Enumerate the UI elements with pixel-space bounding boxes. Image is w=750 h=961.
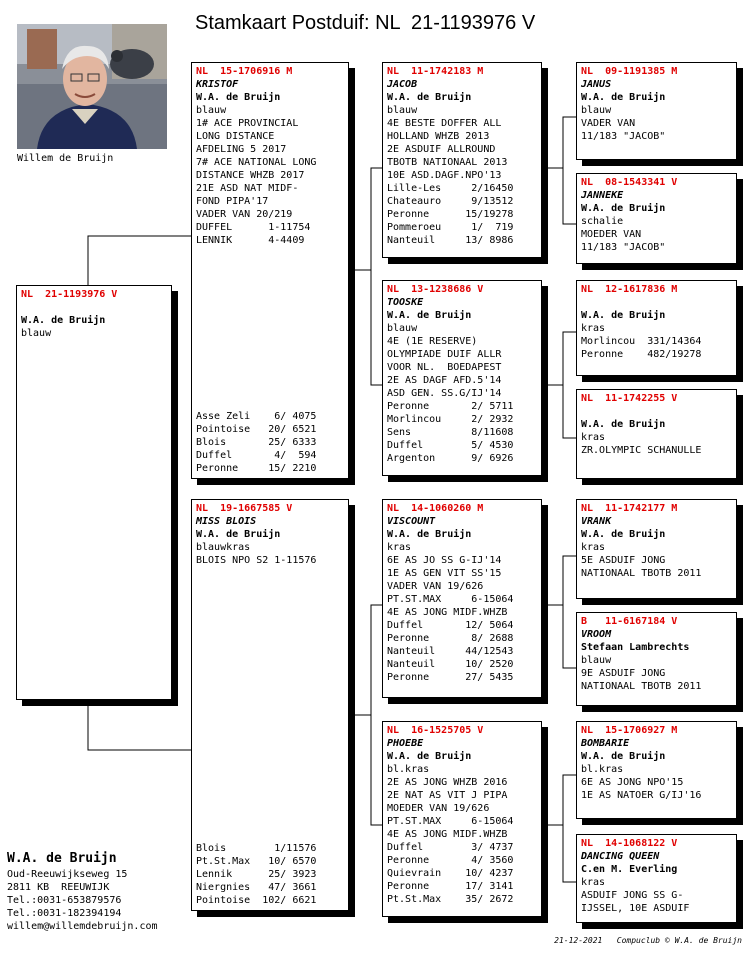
pedigree-line: MOEDER VAN: [581, 229, 642, 240]
info-lines: [196, 554, 344, 567]
owner-contact-block: [7, 850, 158, 933]
ancestor-fff-card: [576, 62, 737, 160]
pedigree-line: Peronne 8/ 2688: [387, 633, 514, 644]
pedigree-line: NATIONAAL TBOTB 2011: [581, 681, 702, 692]
pedigree-line: Pointoise 102/ 6621: [196, 895, 317, 906]
pedigree-line: 4E (1E RESERVE): [387, 336, 478, 347]
pedigree-line: Duffel 12/ 5064: [387, 620, 514, 631]
ring-number: NL 13-1238686 V: [387, 284, 484, 295]
ring-number: NL 11-1742255 V: [581, 393, 678, 404]
pedigree-line: Pommeroeu 1/ 719: [387, 222, 514, 233]
pedigree-line: Duffel 3/ 4737: [387, 842, 514, 853]
owner-name: W.A. de Bruijn: [387, 529, 472, 540]
owner-name: Stefaan Lambrechts: [581, 642, 690, 653]
pedigree-line: 2E ASDUIF ALLROUND: [387, 144, 496, 155]
mother-card: [191, 499, 349, 911]
owner-name: W.A. de Bruijn: [581, 310, 666, 321]
ring-number: NL 11-1742183 M: [387, 66, 484, 77]
pedigree-line: BLOIS NPO S2 1-11576: [196, 555, 317, 566]
pedigree-line: PT.ST.MAX 6-15064: [387, 816, 514, 827]
pedigree-line: Blois 25/ 6333: [196, 437, 317, 448]
pedigree-line: Pointoise 20/ 6521: [196, 424, 317, 435]
ring-number: NL 14-1068122 V: [581, 838, 678, 849]
pigeon-name: JANUS: [581, 79, 612, 90]
pigeon-color: kras: [581, 432, 606, 443]
pedigree-line: Peronne 2/ 5711: [387, 401, 514, 412]
pedigree-line: 2E NAT AS VIT J PIPA: [387, 790, 508, 801]
pigeon-name: [581, 405, 732, 418]
ancestor-fmm-card: [576, 389, 737, 479]
info-lines: [581, 117, 732, 143]
pedigree-line: OLYMPIADE DUIF ALLR: [387, 349, 502, 360]
ring-number: NL 11-1742177 M: [581, 503, 678, 514]
pedigree-line: 1# ACE PROVINCIAL: [196, 118, 299, 129]
info-lines: [581, 667, 732, 693]
owner-name: W.A. de Bruijn: [196, 92, 281, 103]
pedigree-line: Nanteuil 10/ 2520: [387, 659, 514, 670]
breeder-phone-2: Tel.:0031-182394194: [7, 908, 122, 919]
grandparent-fm-card: [382, 280, 542, 476]
pedigree-line: 4E AS JONG MIDF.WHZB: [387, 829, 508, 840]
pedigree-line: HOLLAND WHZB 2013: [387, 131, 490, 142]
pedigree-line: Lennik 25/ 3923: [196, 869, 317, 880]
pigeon-color: blauwkras: [196, 542, 251, 553]
pigeon-color: bl.kras: [581, 764, 624, 775]
pedigree-line: LENNIK 4-4409: [196, 235, 305, 246]
ring-number: NL 19-1667585 V: [196, 503, 293, 514]
pedigree-line: DISTANCE WHZB 2017: [196, 170, 305, 181]
ring-number: NL 21-1193976 V: [21, 289, 118, 300]
info-lines: [581, 444, 732, 457]
pedigree-line: MOEDER VAN 19/626: [387, 803, 490, 814]
pedigree-line: ASDUIF JONG SS G-: [581, 890, 684, 901]
subject-card: [16, 285, 172, 700]
info-lines: [387, 117, 537, 247]
ancestor-mff-card: [576, 499, 737, 599]
pedigree-line: Peronne 15/19278: [387, 209, 514, 220]
owner-name: W.A. de Bruijn: [581, 751, 666, 762]
info-lines: [581, 554, 732, 580]
pigeon-name: PHOEBE: [387, 738, 424, 749]
pigeon-name: KRISTOF: [196, 79, 239, 90]
pigeon-name: TOOSKE: [387, 297, 424, 308]
pedigree-line: Peronne 15/ 2210: [196, 463, 317, 474]
ancestor-fmf-card: [576, 280, 737, 376]
pedigree-line: Argenton 9/ 6926: [387, 453, 514, 464]
ancestor-mmf-card: [576, 721, 737, 819]
ring-number: NL 15-1706927 M: [581, 725, 678, 736]
pigeon-color: blauw: [581, 105, 612, 116]
pedigree-line: AFDELING 5 2017: [196, 144, 287, 155]
result-lines: [196, 410, 316, 475]
pedigree-line: FOND PIPA'17: [196, 196, 269, 207]
pedigree-line: Asse Zeli 6/ 4075: [196, 411, 317, 422]
owner-name: W.A. de Bruijn: [581, 419, 666, 430]
pigeon-name: VISCOUNT: [387, 516, 436, 527]
pigeon-name: DANCING QUEEN: [581, 851, 660, 862]
pedigree-line: 6E AS JO SS G-IJ'14: [387, 555, 502, 566]
ancestor-ffm-card: [576, 173, 737, 264]
pigeon-color: blauw: [581, 655, 612, 666]
pedigree-line: 7# ACE NATIONAL LONG: [196, 157, 317, 168]
pigeon-color: blauw: [196, 105, 227, 116]
breeder-phone-1: Tel.:0031-653879576: [7, 895, 122, 906]
pigeon-color: blauw: [21, 328, 52, 339]
pedigree-line: VADER VAN 19/626: [387, 581, 484, 592]
breeder-city: 2811 KB REEUWIJK: [7, 882, 110, 893]
pedigree-line: Pt.St.Max 35/ 2672: [387, 894, 514, 905]
pigeon-color: kras: [581, 877, 606, 888]
pigeon-name: JANNEKE: [581, 190, 624, 201]
photo-caption: Willem de Bruijn: [17, 153, 114, 164]
ancestor-mfm-card: [576, 612, 737, 706]
owner-name: W.A. de Bruijn: [196, 529, 281, 540]
pedigree-line: 2E AS JONG WHZB 2016: [387, 777, 508, 788]
pigeon-name: MISS BLOIS: [196, 516, 257, 527]
info-lines: [387, 776, 537, 906]
owner-name: W.A. de Bruijn: [387, 92, 472, 103]
pedigree-line: 1E AS NATOER G/IJ'16: [581, 790, 702, 801]
pedigree-line: 6E AS JONG NPO'15: [581, 777, 684, 788]
pedigree-line: LONG DISTANCE: [196, 131, 275, 142]
pedigree-line: Nanteuil 44/12543: [387, 646, 514, 657]
pigeon-name: BOMBARIE: [581, 738, 630, 749]
pedigree-line: Chateauro 9/13512: [387, 196, 514, 207]
owner-name: W.A. de Bruijn: [581, 92, 666, 103]
pedigree-line: ASD GEN. SS.G/IJ'14: [387, 388, 502, 399]
pedigree-line: 10E ASD.DAGF.NPO'13: [387, 170, 502, 181]
pigeon-color: kras: [581, 542, 606, 553]
result-lines: [196, 842, 316, 907]
pigeon-color: kras: [387, 542, 412, 553]
pedigree-line: 21E ASD NAT MIDF-: [196, 183, 299, 194]
pedigree-line: VADER VAN 20/219: [196, 209, 293, 220]
pigeon-color: blauw: [387, 105, 418, 116]
pedigree-line: Pt.St.Max 10/ 6570: [196, 856, 317, 867]
pedigree-line: Peronne 27/ 5435: [387, 672, 514, 683]
info-lines: [581, 228, 732, 254]
pigeon-name: [581, 296, 732, 309]
pedigree-line: IJSSEL, 10E ASDUIF: [581, 903, 690, 914]
pedigree-line: 5E ASDUIF JONG: [581, 555, 666, 566]
ring-number: NL 14-1060260 M: [387, 503, 484, 514]
ring-number: NL 08-1543341 V: [581, 177, 678, 188]
pedigree-line: 2E AS DAGF AFD.5'14: [387, 375, 502, 386]
pigeon-name: JACOB: [387, 79, 418, 90]
ancestor-mmm-card: [576, 834, 737, 923]
pedigree-line: PT.ST.MAX 6-15064: [387, 594, 514, 605]
pedigree-line: Sens 8/11608: [387, 427, 514, 438]
owner-name: W.A. de Bruijn: [581, 203, 666, 214]
grandparent-mm-card: [382, 721, 542, 917]
info-lines: [387, 335, 537, 465]
pedigree-line: Lille-Les 2/16450: [387, 183, 514, 194]
pedigree-line: ZR.OLYMPIC SCHANULLE: [581, 445, 702, 456]
pedigree-line: 4E BESTE DOFFER ALL: [387, 118, 502, 129]
pedigree-line: DUFFEL 1-11754: [196, 222, 311, 233]
pigeon-name: VROOM: [581, 629, 612, 640]
page-title: Stamkaart Postduif: NL 21-1193976 V: [195, 12, 536, 34]
info-lines: [387, 554, 537, 684]
pedigree-line: 11/183 "JACOB": [581, 131, 666, 142]
pigeon-name: VRANK: [581, 516, 612, 527]
info-lines: [581, 335, 732, 361]
pedigree-line: 11/183 "JACOB": [581, 242, 666, 253]
info-lines: [581, 776, 732, 802]
ring-number: NL 16-1525705 V: [387, 725, 484, 736]
ring-number: NL 09-1191385 M: [581, 66, 678, 77]
pedigree-line: TBOTB NATIONAAL 2013: [387, 157, 508, 168]
pedigree-line: Nanteuil 13/ 8986: [387, 235, 514, 246]
owner-name: W.A. de Bruijn: [387, 310, 472, 321]
grandparent-ff-card: [382, 62, 542, 258]
pedigree-line: Niergnies 47/ 3661: [196, 882, 317, 893]
pedigree-line: Peronne 17/ 3141: [387, 881, 514, 892]
pedigree-line: Quievrain 10/ 4237: [387, 868, 514, 879]
pigeon-color: kras: [581, 323, 606, 334]
pedigree-line: Morlincou 331/14364: [581, 336, 702, 347]
father-card: [191, 62, 349, 479]
pedigree-line: Morlincou 2/ 2932: [387, 414, 514, 425]
pedigree-line: 1E AS GEN VIT SS'15: [387, 568, 502, 579]
pedigree-line: Duffel 4/ 594: [196, 450, 317, 461]
pigeon-color: schalie: [581, 216, 624, 227]
info-lines: [581, 889, 732, 915]
pigeon-color: blauw: [387, 323, 418, 334]
owner-name: W.A. de Bruijn: [581, 529, 666, 540]
pedigree-line: 4E AS JONG MIDF.WHZB: [387, 607, 508, 618]
info-lines: [196, 117, 344, 247]
footer-credit: 21-12-2021 Compuclub © W.A. de Bruijn: [554, 936, 742, 945]
owner-name: C.en M. Everling: [581, 864, 678, 875]
pedigree-line: Peronne 482/19278: [581, 349, 702, 360]
grandparent-mf-card: [382, 499, 542, 698]
pigeon-color: bl.kras: [387, 764, 430, 775]
ring-number: B 11-6167184 V: [581, 616, 678, 627]
pedigree-line: 9E ASDUIF JONG: [581, 668, 666, 679]
breeder-address: Oud-Reeuwijkseweg 15: [7, 869, 128, 880]
breeder-name: W.A. de Bruijn: [7, 851, 117, 866]
ring-number: NL 12-1617836 M: [581, 284, 678, 295]
pedigree-line: VOOR NL. BOEDAPEST: [387, 362, 502, 373]
owner-name: W.A. de Bruijn: [387, 751, 472, 762]
pedigree-line: NATIONAAL TBOTB 2011: [581, 568, 702, 579]
owner-name: W.A. de Bruijn: [21, 315, 106, 326]
pedigree-line: Blois 1/11576: [196, 843, 317, 854]
pedigree-line: Peronne 4/ 3560: [387, 855, 514, 866]
pedigree-line: VADER VAN: [581, 118, 636, 129]
ring-number: NL 15-1706916 M: [196, 66, 293, 77]
pedigree-line: Duffel 5/ 4530: [387, 440, 514, 451]
breeder-email[interactable]: willem@willemdebruijn.com: [7, 921, 158, 932]
